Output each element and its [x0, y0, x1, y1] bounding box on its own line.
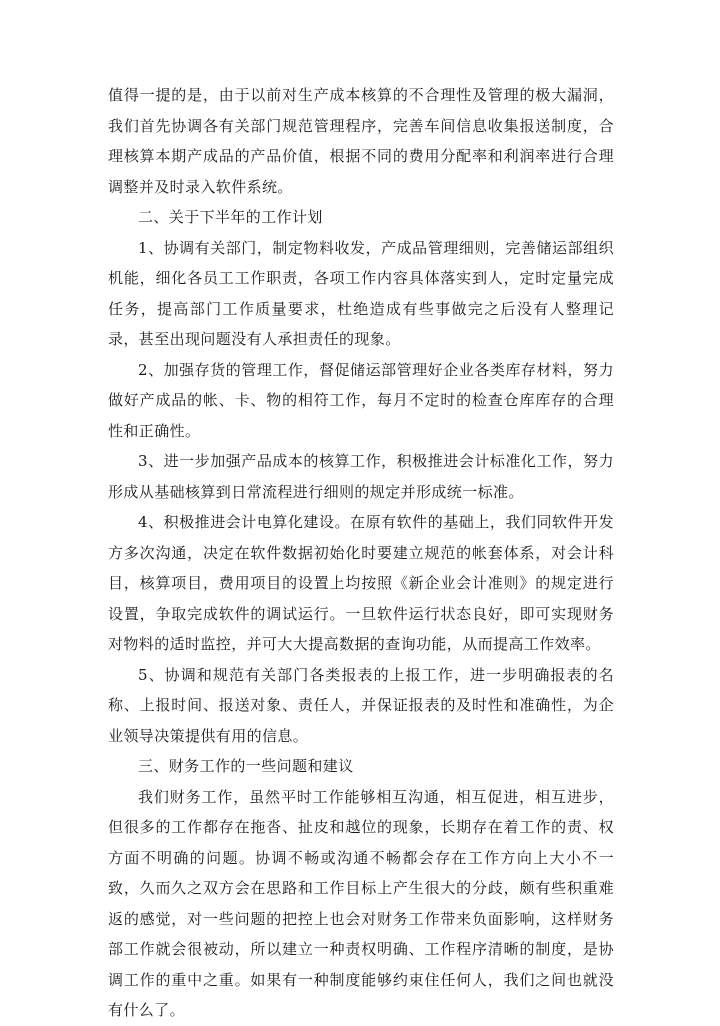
section-heading-plan: 二、关于下半年的工作计划	[138, 208, 323, 226]
paragraph-plan-item-2: 2、加强存货的管理工作，督促储运部管理好企业各类库存材料，努力做好产成品的帐、卡、物的相符工作，每月不定时的检查仓库库存的合理性和正确性。	[108, 360, 614, 440]
paragraph-plan-item-5: 5、协调和规范有关部门各类报表的上报工作，进一步明确报表的名称、上报时间、报送对象、责任人，并保证报表的及时性和准确性，为企业领导决策提供有用的信息。	[108, 665, 614, 745]
paragraph-intro: 值得一提的是，由于以前对生产成本核算的不合理性及管理的极大漏洞，我们首先协调各有关部门规范管理程序，完善车间信息收集报送制度，合理核算本期产成品的产品价值，根据不同的费用分配率和利润率进行合理调整并及时录入软件系统。	[108, 86, 614, 196]
section-heading-issues: 三、财务工作的一些问题和建议	[138, 757, 354, 775]
paragraph-plan-item-1: 1、协调有关部门，制定物料收发，产成品管理细则，完善储运部组织机能，细化各员工工作职责，各项工作内容具体落实到人，定时定量完成任务，提高部门工作质量要求，杜绝造成有些事做完之后没有人整理记录，甚至出现问题没有人承担责任的现象。	[108, 238, 614, 348]
paragraph-plan-item-4: 4、积极推进会计电算化建设。在原有软件的基础上，我们同软件开发方多次沟通，决定在软件数据初始化时要建立规范的帐套体系，对会计科目，核算项目，费用项目的设置上均按照《新企业会计准则》的规定进行设置，争取完成软件的调试运行。一旦软件运行状态良好，即可实现财务对物料的适时监控，并可大大提高数据的查询功能，从而提高工作效率。	[108, 513, 614, 653]
document-page	[108, 80, 614, 1026]
paragraph-plan-item-3: 3、进一步加强产品成本的核算工作，积极推进会计标准化工作，努力形成从基础核算到日常流程进行细则的规定并形成统一标准。	[108, 452, 614, 501]
paragraph-issues: 我们财务工作，虽然平时工作能够相互沟通，相互促进，相互进步，但很多的工作都存在拖沓、扯皮和越位的现象，长期存在着工作的责、权方面不明确的问题。协调不畅或沟通不畅都会存在工作方向上大小不一致，久而久之双方会在思路和工作目标上产生很大的分歧，颇有些积重难返的感觉，对一些问题的把控上也会对财务工作带来负面影响，这样财务部工作就会很被动，所以建立一种责权明确、工作程序清晰的制度，是协调工作的重中之重。如果有一种制度能够约束住任何人，我们之间也就没有什么了。	[108, 787, 614, 1019]
